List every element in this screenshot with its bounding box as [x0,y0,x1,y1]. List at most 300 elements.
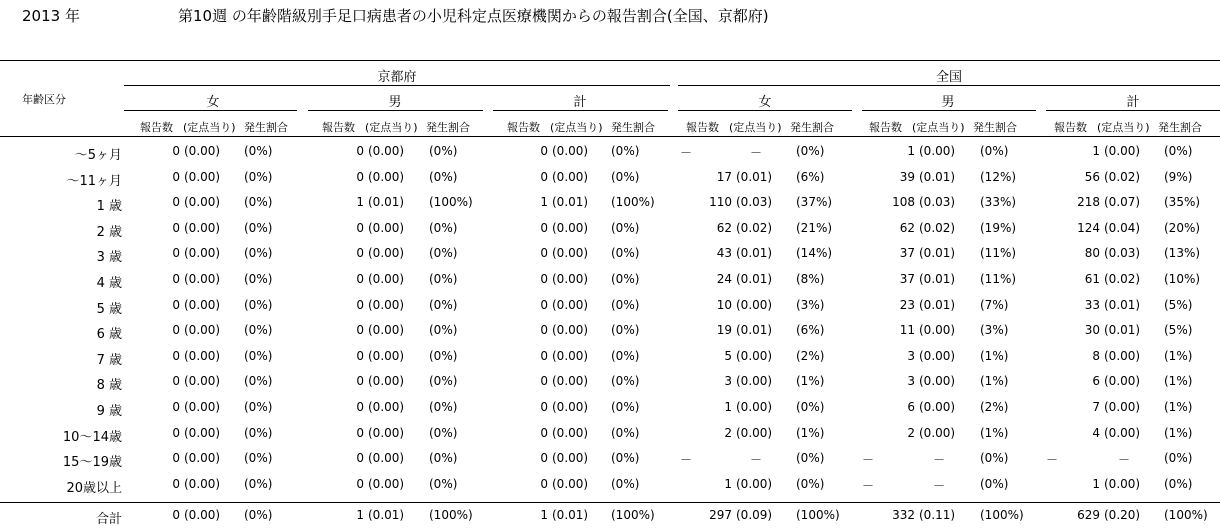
cell-per-site: (0.00) [552,374,589,389]
cell-ratio: (100%) [1164,508,1208,522]
cell-ratio: (0%) [980,476,1009,491]
cell-count: － [680,453,693,468]
cell-ratio: (14%) [796,246,833,261]
cell-ratio: (0%) [796,476,825,491]
cell-count: 0 [540,220,548,235]
cell-count: 5 [724,348,732,363]
cell-count: 0 [540,451,548,466]
cell-count: 1 [356,508,364,522]
cell-count: 61 [1084,272,1100,286]
cell-count: 0 [540,323,548,338]
cell-per-site: (0.02) [919,220,956,235]
cell-ratio: (0%) [244,144,273,158]
cell-ratio: (37%) [796,195,833,210]
row-label: ～11ヶ月 [66,173,122,189]
cell-per-site: (0.00) [552,297,589,312]
cell-per-site: (0.00) [368,246,405,261]
cell-per-site: (0.00) [368,400,405,414]
row-label: 7 歳 [96,352,122,368]
cell-per-site: (0.00) [1104,476,1141,491]
cell-ratio: (0%) [244,272,273,286]
cell-ratio: (0%) [429,451,458,466]
cell-count: 0 [172,508,180,522]
cell-count: 10 [716,297,732,312]
cell-ratio: (0%) [244,297,273,312]
cell-per-site: (0.00) [368,425,405,440]
cell-per-site: (0.00) [368,451,405,466]
cell-count: 0 [172,144,180,158]
cell-count: 0 [540,348,548,363]
cell-count: － [1046,453,1059,468]
subheader-per-site: (定点当り) [550,121,603,134]
rule-sex-5 [1046,110,1220,111]
cell-per-site: － [1118,453,1131,468]
cell-count: 1 [540,195,548,210]
cell-count: 8 [1092,348,1100,363]
cell-ratio: (1%) [1164,348,1193,363]
cell-count: － [862,478,875,493]
cell-count: 0 [172,272,180,286]
cell-per-site: (0.00) [184,144,221,158]
cell-ratio: (0%) [611,400,640,414]
cell-ratio: (0%) [796,400,825,414]
cell-ratio: (0%) [611,220,640,235]
sex-header: 計 [573,95,587,110]
cell-ratio: (100%) [611,195,655,210]
cell-ratio: (6%) [796,323,825,338]
cell-per-site: － [933,453,946,468]
cell-ratio: (100%) [429,508,473,522]
cell-per-site: (0.00) [919,348,956,363]
cell-ratio: (8%) [796,272,825,286]
cell-ratio: (0%) [611,476,640,491]
cell-count: 0 [356,246,364,261]
subheader-ratio: 発生割合 [790,121,834,134]
cell-per-site: (0.00) [1104,400,1141,414]
cell-per-site: (0.00) [368,272,405,286]
cell-count: 0 [540,246,548,261]
subheader-count: 報告数 [507,121,540,134]
row-label: 2 歳 [96,224,122,240]
cell-count: 0 [356,323,364,338]
cell-count: 0 [356,348,364,363]
cell-per-site: (0.00) [919,400,956,414]
cell-per-site: (0.00) [919,144,956,158]
cell-count: 0 [172,195,180,210]
cell-ratio: (5%) [1164,323,1193,338]
cell-per-site: (0.00) [552,323,589,338]
row-label: 8 歳 [96,378,122,394]
cell-ratio: (3%) [980,323,1009,338]
rule-sex-3 [678,110,852,111]
cell-count: 1 [1092,476,1100,491]
cell-ratio: (0%) [611,169,640,184]
cell-count: 0 [540,374,548,389]
cell-ratio: (1%) [980,374,1009,389]
cell-ratio: (0%) [611,144,640,158]
cell-ratio: (0%) [429,246,458,261]
cell-ratio: (0%) [980,144,1009,158]
cell-ratio: (0%) [980,451,1009,466]
cell-count: 0 [540,144,548,158]
cell-per-site: (0.01) [552,195,589,210]
cell-count: 0 [356,425,364,440]
cell-per-site: (0.00) [184,425,221,440]
sex-header: 男 [941,95,955,110]
cell-per-site: (0.01) [919,297,956,312]
cell-ratio: (1%) [1164,400,1193,414]
cell-per-site: (0.00) [184,348,221,363]
cell-count: 4 [1092,425,1100,440]
row-label: 15～19歳 [62,455,122,471]
cell-count: 1 [540,508,548,522]
cell-per-site: (0.00) [1104,374,1141,389]
cell-per-site: (0.11) [919,508,956,522]
row-label: 5 歳 [96,301,122,317]
cell-per-site: (0.00) [552,476,589,491]
cell-ratio: (0%) [611,272,640,286]
cell-count: 0 [356,220,364,235]
cell-per-site: (0.01) [919,246,956,261]
age-column-header: 年齢区分 [22,93,66,106]
cell-per-site: (0.00) [736,297,773,312]
row-label: 1 歳 [96,199,122,215]
cell-per-site: (0.00) [552,220,589,235]
cell-count: 80 [1084,246,1100,261]
subheader-ratio: 発生割合 [611,121,655,134]
cell-count: － [680,146,693,160]
cell-count: 30 [1084,323,1100,338]
cell-count: 0 [172,425,180,440]
cell-count: 6 [907,400,915,414]
cell-per-site: (0.00) [184,246,221,261]
subheader-per-site: (定点当り) [729,121,782,134]
cell-per-site: － [750,453,763,468]
cell-ratio: (2%) [980,400,1009,414]
subheader-per-site: (定点当り) [1097,121,1150,134]
cell-per-site: (0.00) [552,272,589,286]
sex-header: 女 [758,95,772,110]
cell-per-site: (0.00) [184,323,221,338]
row-label: 6 歳 [96,327,122,343]
cell-ratio: (1%) [796,425,825,440]
cell-ratio: (100%) [611,508,655,522]
cell-count: 0 [172,374,180,389]
cell-per-site: (0.00) [368,169,405,184]
cell-count: 0 [540,169,548,184]
cell-ratio: (35%) [1164,195,1201,210]
title-text: 第10週 の年齢階級別手足口病患者の小児科定点医療機関からの報告割合(全国、京都府) [178,7,769,25]
row-label: 9 歳 [96,404,122,419]
cell-count: 1 [907,144,915,158]
cell-count: 33 [1084,297,1100,312]
cell-count: 43 [716,246,732,261]
cell-per-site: (0.00) [184,195,221,210]
cell-ratio: (0%) [244,425,273,440]
cell-ratio: (0%) [611,246,640,261]
cell-per-site: (0.01) [1104,323,1141,338]
cell-ratio: (0%) [244,451,273,466]
cell-per-site: (0.01) [552,508,589,522]
cell-count: 7 [1092,400,1100,414]
cell-per-site: (0.00) [184,169,221,184]
cell-per-site: (0.00) [736,425,773,440]
cell-count: 110 [709,195,732,210]
cell-per-site: (0.01) [736,323,773,338]
cell-per-site: (0.00) [552,451,589,466]
cell-count: 39 [899,169,915,184]
cell-ratio: (0%) [611,348,640,363]
sex-header: 男 [388,95,402,110]
cell-count: 1 [724,400,732,414]
subheader-ratio: 発生割合 [426,121,470,134]
cell-per-site: (0.00) [919,374,956,389]
cell-per-site: (0.00) [368,374,405,389]
subheader-per-site: (定点当り) [183,121,236,134]
cell-count: 2 [907,425,915,440]
cell-ratio: (13%) [1164,246,1201,261]
cell-per-site: (0.00) [736,374,773,389]
region-header-kyoto: 京都府 [377,70,417,85]
cell-count: 3 [907,374,915,389]
cell-per-site: (0.00) [736,476,773,491]
cell-per-site: － [933,478,946,493]
cell-ratio: (100%) [796,508,840,522]
cell-ratio: (2%) [796,348,825,363]
cell-ratio: (0%) [429,476,458,491]
cell-per-site: (0.00) [552,425,589,440]
cell-count: 0 [356,297,364,312]
cell-count: 0 [356,169,364,184]
cell-per-site: (0.00) [552,400,589,414]
cell-count: 62 [716,220,732,235]
sex-header: 女 [206,95,220,110]
cell-ratio: (0%) [429,400,458,414]
cell-ratio: (0%) [1164,476,1193,491]
cell-per-site: (0.00) [368,476,405,491]
cell-count: 1 [724,476,732,491]
cell-count: 24 [716,272,732,286]
cell-per-site: (0.01) [1104,297,1141,312]
cell-count: 0 [172,246,180,261]
cell-per-site: (0.00) [736,400,773,414]
cell-count: 6 [1092,374,1100,389]
subheader-ratio: 発生割合 [973,121,1017,134]
cell-ratio: (100%) [429,195,473,210]
cell-per-site: (0.00) [368,220,405,235]
cell-per-site: (0.00) [368,144,405,158]
subheader-ratio: 発生割合 [244,121,288,134]
cell-ratio: (0%) [611,297,640,312]
rule-total [0,502,1220,503]
cell-count: 0 [356,476,364,491]
cell-ratio: (0%) [429,348,458,363]
cell-ratio: (11%) [980,246,1017,261]
cell-per-site: (0.00) [552,144,589,158]
cell-count: 37 [899,272,915,286]
cell-ratio: (0%) [244,220,273,235]
cell-count: 3 [724,374,732,389]
cell-count: 0 [540,272,548,286]
cell-count: 19 [716,323,732,338]
row-label: 10～14歳 [62,429,122,445]
cell-per-site: (0.09) [736,508,773,522]
cell-count: 629 [1077,508,1100,522]
cell-count: 62 [899,220,915,235]
cell-per-site: (0.02) [736,220,773,235]
cell-ratio: (0%) [796,144,825,158]
row-label: 4 歳 [96,276,122,291]
subheader-count: 報告数 [869,121,902,134]
cell-ratio: (0%) [244,400,273,414]
row-label: ～5ヶ月 [74,148,122,163]
cell-per-site: (0.00) [919,425,956,440]
cell-per-site: (0.01) [736,169,773,184]
cell-ratio: (10%) [1164,272,1201,286]
cell-ratio: (5%) [1164,297,1193,312]
cell-per-site: (0.00) [552,246,589,261]
cell-ratio: (0%) [611,323,640,338]
cell-per-site: (0.00) [184,451,221,466]
cell-count: 1 [1092,144,1100,158]
cell-ratio: (0%) [244,169,273,184]
sex-header: 計 [1126,95,1140,110]
cell-count: 0 [356,374,364,389]
cell-ratio: (0%) [429,374,458,389]
cell-count: 0 [540,400,548,414]
cell-ratio: (0%) [1164,451,1193,466]
cell-count: 0 [356,400,364,414]
cell-per-site: (0.01) [919,272,956,286]
cell-ratio: (19%) [980,220,1017,235]
cell-count: 0 [356,451,364,466]
row-label: 合計 [95,512,122,527]
subheader-count: 報告数 [686,121,719,134]
cell-per-site: (0.00) [919,323,956,338]
cell-count: 0 [356,272,364,286]
cell-per-site: (0.00) [184,297,221,312]
cell-count: 37 [899,246,915,261]
cell-count: 0 [540,297,548,312]
cell-ratio: (3%) [796,297,825,312]
subheader-per-site: (定点当り) [365,121,418,134]
cell-ratio: (20%) [1164,220,1201,235]
cell-ratio: (6%) [796,169,825,184]
cell-ratio: (0%) [244,323,273,338]
cell-count: 124 [1077,220,1100,235]
cell-per-site: (0.20) [1104,508,1141,522]
cell-per-site: (0.03) [1104,246,1141,261]
cell-count: 3 [907,348,915,363]
cell-per-site: (0.01) [368,195,405,210]
cell-count: 17 [716,169,732,184]
cell-ratio: (9%) [1164,169,1193,184]
cell-ratio: (1%) [980,348,1009,363]
cell-per-site: (0.00) [1104,144,1141,158]
cell-per-site: (0.02) [1104,272,1141,286]
cell-per-site: (0.00) [184,476,221,491]
cell-per-site: (0.00) [1104,425,1141,440]
cell-ratio: (0%) [429,169,458,184]
cell-ratio: (0%) [244,374,273,389]
cell-per-site: (0.01) [919,169,956,184]
cell-ratio: (0%) [429,425,458,440]
cell-count: 0 [172,169,180,184]
cell-ratio: (11%) [980,272,1017,286]
cell-count: 218 [1077,195,1100,210]
cell-count: 297 [709,508,732,522]
cell-ratio: (1%) [1164,374,1193,389]
subheader-per-site: (定点当り) [912,121,965,134]
cell-per-site: (0.00) [184,508,221,522]
cell-per-site: (0.00) [552,348,589,363]
subheader-count: 報告数 [140,121,173,134]
cell-ratio: (0%) [429,297,458,312]
cell-per-site: (0.03) [919,195,956,210]
cell-ratio: (0%) [611,425,640,440]
cell-ratio: (0%) [1164,144,1193,158]
cell-count: 332 [892,508,915,522]
cell-count: 0 [172,220,180,235]
cell-ratio: (0%) [429,272,458,286]
cell-per-site: (0.00) [184,272,221,286]
cell-ratio: (0%) [429,323,458,338]
cell-ratio: (0%) [244,476,273,491]
cell-count: 2 [724,425,732,440]
cell-count: 0 [172,400,180,414]
cell-per-site: (0.00) [368,348,405,363]
rule-region-kyoto [124,85,670,86]
cell-per-site: (0.02) [1104,169,1141,184]
cell-ratio: (33%) [980,195,1017,210]
region-header-national: 全国 [935,70,962,85]
cell-per-site: (0.00) [184,400,221,414]
cell-ratio: (21%) [796,220,833,235]
row-label: 3 歳 [96,250,122,266]
cell-per-site: (0.00) [552,169,589,184]
rule-sex-4 [862,110,1036,111]
cell-ratio: (0%) [429,220,458,235]
cell-ratio: (1%) [1164,425,1193,440]
cell-per-site: (0.07) [1104,195,1141,210]
rule-region-national [678,85,1220,86]
cell-count: 0 [172,323,180,338]
cell-count: 56 [1084,169,1100,184]
cell-count: － [862,453,875,468]
cell-count: 0 [172,297,180,312]
rule-sex-0 [124,110,297,111]
cell-per-site: (0.00) [184,374,221,389]
cell-ratio: (0%) [244,508,273,522]
cell-per-site: (0.01) [368,508,405,522]
cell-count: 0 [172,451,180,466]
cell-per-site: (0.04) [1104,220,1141,235]
cell-per-site: (0.01) [736,272,773,286]
cell-count: 11 [899,323,915,338]
cell-ratio: (0%) [429,144,458,158]
cell-ratio: (0%) [244,348,273,363]
cell-per-site: (0.00) [184,220,221,235]
cell-ratio: (0%) [611,374,640,389]
cell-ratio: (100%) [980,508,1024,522]
cell-ratio: (0%) [796,451,825,466]
cell-ratio: (1%) [796,374,825,389]
cell-count: 108 [892,195,915,210]
cell-count: 0 [540,425,548,440]
cell-per-site: (0.00) [368,323,405,338]
cell-count: 23 [899,297,915,312]
subheader-count: 報告数 [1054,121,1087,134]
